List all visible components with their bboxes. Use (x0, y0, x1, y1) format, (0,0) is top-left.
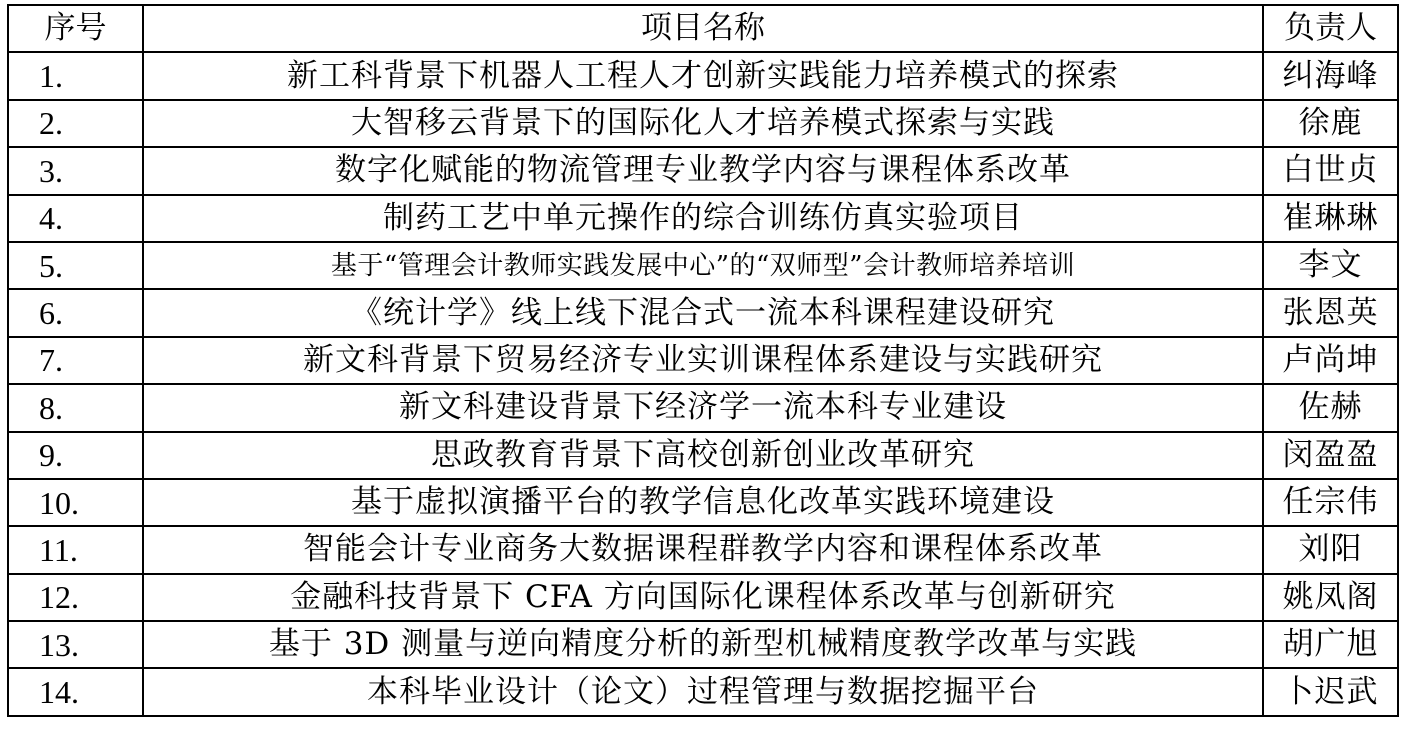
row-project-name: 基于 3D 测量与逆向精度分析的新型机械精度教学改革与实践 (143, 621, 1263, 668)
row-leader: 胡广旭 (1263, 621, 1398, 668)
table-row (8, 337, 1398, 384)
row-leader: 闵盈盈 (1263, 432, 1398, 479)
row-leader: 纠海峰 (1263, 52, 1398, 99)
header-project-name: 项目名称 (143, 5, 1263, 52)
row-leader: 姚凤阁 (1263, 574, 1398, 621)
row-seq: 2. (8, 100, 143, 147)
row-leader: 张恩英 (1263, 289, 1398, 336)
row-leader: 卜迟武 (1263, 668, 1398, 715)
row-project-name: 数字化赋能的物流管理专业教学内容与课程体系改革 (143, 147, 1263, 194)
row-project-name: 思政教育背景下高校创新创业改革研究 (143, 432, 1263, 479)
row-leader: 徐鹿 (1263, 100, 1398, 147)
row-project-name: 金融科技背景下 CFA 方向国际化课程体系改革与创新研究 (143, 574, 1263, 621)
header-leader: 负责人 (1263, 5, 1398, 52)
header-row (8, 5, 1398, 52)
row-seq: 3. (8, 147, 143, 194)
row-project-name: 新文科建设背景下经济学一流本科专业建设 (143, 384, 1263, 431)
row-seq: 1. (8, 52, 143, 99)
row-seq: 11. (8, 526, 143, 573)
row-project-name: 基于“管理会计教师实践发展中心”的“双师型”会计教师培养培训 (143, 242, 1263, 289)
row-seq: 12. (8, 574, 143, 621)
row-project-name: 《统计学》线上线下混合式一流本科课程建设研究 (143, 289, 1263, 336)
row-leader: 卢尚坤 (1263, 337, 1398, 384)
table-row (8, 432, 1398, 479)
table-row (8, 242, 1398, 289)
row-seq: 14. (8, 668, 143, 715)
row-leader: 李文 (1263, 242, 1398, 289)
row-seq: 9. (8, 432, 143, 479)
row-leader: 刘阳 (1263, 526, 1398, 573)
table-row (8, 479, 1398, 526)
row-seq: 4. (8, 195, 143, 242)
row-leader: 任宗伟 (1263, 479, 1398, 526)
table-row (8, 147, 1398, 194)
table-row (8, 100, 1398, 147)
table-row (8, 195, 1398, 242)
row-project-name: 基于虚拟演播平台的教学信息化改革实践环境建设 (143, 479, 1263, 526)
row-seq: 6. (8, 289, 143, 336)
table-row (8, 526, 1398, 573)
table-row (8, 668, 1398, 715)
row-seq: 13. (8, 621, 143, 668)
project-table (7, 4, 1399, 717)
table-row (8, 574, 1398, 621)
row-project-name: 本科毕业设计（论文）过程管理与数据挖掘平台 (143, 668, 1263, 715)
row-leader: 崔琳琳 (1263, 195, 1398, 242)
row-seq: 8. (8, 384, 143, 431)
row-project-name: 大智移云背景下的国际化人才培养模式探索与实践 (143, 100, 1263, 147)
row-project-name: 新工科背景下机器人工程人才创新实践能力培养模式的探索 (143, 52, 1263, 99)
table-row (8, 52, 1398, 99)
row-project-name: 制药工艺中单元操作的综合训练仿真实验项目 (143, 195, 1263, 242)
row-project-name: 新文科背景下贸易经济专业实训课程体系建设与实践研究 (143, 337, 1263, 384)
row-seq: 7. (8, 337, 143, 384)
row-leader: 佐赫 (1263, 384, 1398, 431)
table-row (8, 384, 1398, 431)
row-project-name: 智能会计专业商务大数据课程群教学内容和课程体系改革 (143, 526, 1263, 573)
table-row (8, 289, 1398, 336)
row-leader: 白世贞 (1263, 147, 1398, 194)
table-row (8, 621, 1398, 668)
header-seq: 序号 (8, 5, 143, 52)
row-seq: 5. (8, 242, 143, 289)
row-seq: 10. (8, 479, 143, 526)
